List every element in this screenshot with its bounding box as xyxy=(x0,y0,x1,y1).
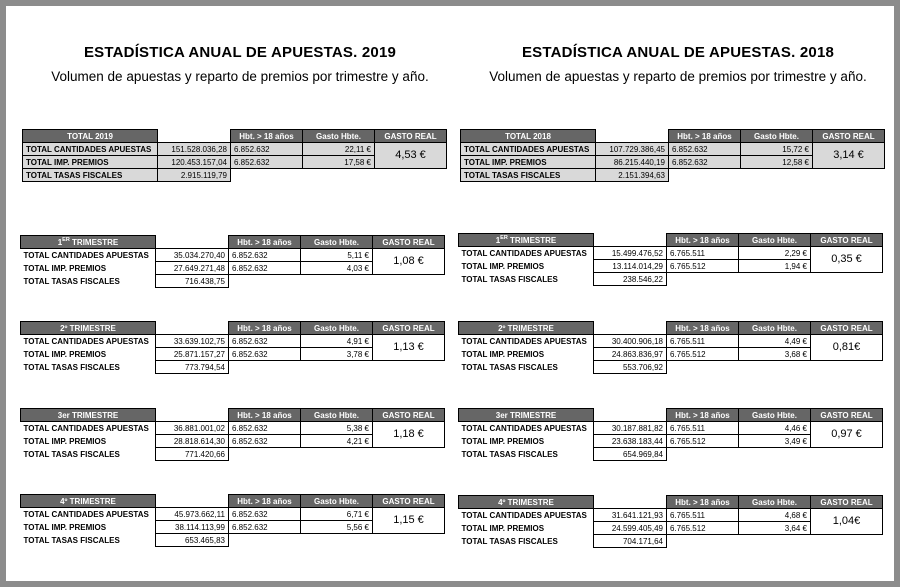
row-label-cantidades: TOTAL CANTIDADES APUESTAS xyxy=(461,510,587,520)
total-2019-table xyxy=(22,129,447,182)
tasas-value: 771.420,66 xyxy=(156,448,229,461)
hab-value: 6.852.632 xyxy=(229,348,301,361)
row-label-tasas: TOTAL TASAS FISCALES xyxy=(461,274,558,284)
gasto-hab-value: 4,91 € xyxy=(301,335,373,348)
hab-value: 6.852.632 xyxy=(229,508,301,521)
gasto-real-value: 0,81€ xyxy=(811,335,883,361)
gasto-hab-header: Gasto Hbte. xyxy=(301,236,373,249)
cantidades-value: 15.499.476,52 xyxy=(594,247,667,260)
block-label: TOTAL 2019 xyxy=(23,130,158,143)
cantidades-value: 31.641.121,93 xyxy=(594,509,667,522)
block-label: 4º TRIMESTRE xyxy=(459,496,594,509)
hab-value: 6.852.632 xyxy=(231,156,303,169)
block-label: 1ER TRIMESTRE xyxy=(21,236,156,249)
gasto-hab-header: Gasto Hbte. xyxy=(739,496,811,509)
premios-value: 13.114.014,29 xyxy=(594,260,667,273)
row-label-tasas: TOTAL TASAS FISCALES xyxy=(23,449,120,459)
cantidades-value: 45.973.662,11 xyxy=(156,508,229,521)
premios-value: 120.453.157,04 xyxy=(158,156,231,169)
hab-value: 6.852.632 xyxy=(229,422,301,435)
hab-value: 6.765.512 xyxy=(667,260,739,273)
gasto-real-value: 1,18 € xyxy=(373,422,445,448)
row-label-premios: TOTAL IMP. PREMIOS xyxy=(23,522,107,532)
gasto-hab-value: 5,11 € xyxy=(301,249,373,262)
row-label-premios: TOTAL IMP. PREMIOS xyxy=(23,156,158,169)
tasas-value: 653.465,83 xyxy=(156,534,229,547)
gasto-real-header: GASTO REAL xyxy=(811,496,883,509)
subtitle-2019: Volumen de apuestas y reparto de premios por trimestre y año. xyxy=(51,69,429,84)
premios-value: 27.649.271,48 xyxy=(156,262,229,275)
hab-value: 6.852.632 xyxy=(229,435,301,448)
block-label: 2º TRIMESTRE xyxy=(21,322,156,335)
page-title-2018: ESTADÍSTICA ANUAL DE APUESTAS. 2018 xyxy=(521,44,835,61)
gasto-real-header: GASTO REAL xyxy=(373,322,445,335)
row-label-tasas: TOTAL TASAS FISCALES xyxy=(23,535,120,545)
hab-value: 6.852.632 xyxy=(669,143,741,156)
row-label-cantidades: TOTAL CANTIDADES APUESTAS xyxy=(461,248,587,258)
gasto-real-header: GASTO REAL xyxy=(373,409,445,422)
q3-2018-table xyxy=(458,408,883,461)
hab-value: 6.765.512 xyxy=(667,522,739,535)
hab-value: 6.765.511 xyxy=(667,247,739,260)
gasto-hab-header: Gasto Hbte. xyxy=(741,130,813,143)
block-label: 2º TRIMESTRE xyxy=(459,322,594,335)
block-label: 4º TRIMESTRE xyxy=(21,495,156,508)
gasto-hab-value: 4,46 € xyxy=(739,422,811,435)
gasto-hab-value: 12,58 € xyxy=(741,156,813,169)
gasto-hab-header: Gasto Hbte. xyxy=(301,495,373,508)
row-label-tasas: TOTAL TASAS FISCALES xyxy=(23,362,120,372)
q4-2019-table xyxy=(20,494,445,547)
subtitle-2018: Volumen de apuestas y reparto de premios por trimestre y año. xyxy=(489,69,867,84)
row-label-cantidades: TOTAL CANTIDADES APUESTAS xyxy=(461,143,596,156)
hab-header: Hbt. > 18 años xyxy=(229,409,301,422)
row-label-cantidades: TOTAL CANTIDADES APUESTAS xyxy=(461,336,587,346)
row-label-tasas: TOTAL TASAS FISCALES xyxy=(23,276,120,286)
gasto-real-header: GASTO REAL xyxy=(811,322,883,335)
gasto-real-header: GASTO REAL xyxy=(373,495,445,508)
cantidades-value: 33.639.102,75 xyxy=(156,335,229,348)
hab-value: 6.765.512 xyxy=(667,435,739,448)
cantidades-value: 151.528.036,28 xyxy=(158,143,231,156)
row-label-premios: TOTAL IMP. PREMIOS xyxy=(23,349,107,359)
q2-2019-table xyxy=(20,321,445,374)
hab-value: 6.852.632 xyxy=(229,335,301,348)
gasto-hab-value: 17,58 € xyxy=(303,156,375,169)
page-title-2019: ESTADÍSTICA ANUAL DE APUESTAS. 2019 xyxy=(83,44,397,61)
tasas-value: 553.706,92 xyxy=(594,361,667,374)
premios-value: 23.638.183,44 xyxy=(594,435,667,448)
hab-header: Hbt. > 18 años xyxy=(667,409,739,422)
tasas-value: 2.915.119,79 xyxy=(158,169,231,182)
gasto-real-value: 0,35 € xyxy=(811,247,883,273)
hab-header: Hbt. > 18 años xyxy=(667,496,739,509)
hab-header: Hbt. > 18 años xyxy=(667,234,739,247)
row-label-cantidades: TOTAL CANTIDADES APUESTAS xyxy=(23,143,158,156)
row-label-premios: TOTAL IMP. PREMIOS xyxy=(461,523,545,533)
hab-value: 6.852.632 xyxy=(231,143,303,156)
q1-2019-table xyxy=(20,235,445,288)
q4-2018-table xyxy=(458,495,883,548)
tasas-value: 773.794,54 xyxy=(156,361,229,374)
hab-header: Hbt. > 18 años xyxy=(229,495,301,508)
gasto-hab-header: Gasto Hbte. xyxy=(301,409,373,422)
tasas-value: 238.546,22 xyxy=(594,273,667,286)
stats-2018-column xyxy=(458,6,898,581)
row-label-premios: TOTAL IMP. PREMIOS xyxy=(461,349,545,359)
gasto-real-value: 0,97 € xyxy=(811,422,883,448)
cantidades-value: 35.034.270,40 xyxy=(156,249,229,262)
cantidades-value: 107.729.386,45 xyxy=(596,143,669,156)
cantidades-value: 36.881.001,02 xyxy=(156,422,229,435)
gasto-real-value: 1,13 € xyxy=(373,335,445,361)
gasto-real-header: GASTO REAL xyxy=(373,236,445,249)
gasto-hab-header: Gasto Hbte. xyxy=(739,322,811,335)
gasto-real-value: 1,15 € xyxy=(373,508,445,534)
gasto-real-value: 1,08 € xyxy=(373,249,445,275)
hab-value: 6.852.632 xyxy=(229,521,301,534)
premios-value: 28.818.614,30 xyxy=(156,435,229,448)
hab-value: 6.765.511 xyxy=(667,422,739,435)
gasto-hab-header: Gasto Hbte. xyxy=(739,234,811,247)
gasto-hab-value: 4,68 € xyxy=(739,509,811,522)
total-2018-table xyxy=(460,129,885,182)
gasto-hab-value: 2,29 € xyxy=(739,247,811,260)
gasto-hab-value: 6,71 € xyxy=(301,508,373,521)
tasas-value: 716.438,75 xyxy=(156,275,229,288)
row-label-cantidades: TOTAL CANTIDADES APUESTAS xyxy=(23,250,149,260)
row-label-premios: TOTAL IMP. PREMIOS xyxy=(461,436,545,446)
row-label-tasas: TOTAL TASAS FISCALES xyxy=(461,449,558,459)
hab-value: 6.852.632 xyxy=(229,249,301,262)
gasto-real-value: 1,04€ xyxy=(811,509,883,535)
q2-2018-table xyxy=(458,321,883,374)
tasas-value: 654.969,84 xyxy=(594,448,667,461)
block-label: 3er TRIMESTRE xyxy=(459,409,594,422)
q3-2019-table xyxy=(20,408,445,461)
gasto-hab-value: 1,94 € xyxy=(739,260,811,273)
gasto-hab-value: 4,03 € xyxy=(301,262,373,275)
row-label-premios: TOTAL IMP. PREMIOS xyxy=(23,436,107,446)
row-label-premios: TOTAL IMP. PREMIOS xyxy=(23,263,107,273)
row-label-tasas: TOTAL TASAS FISCALES xyxy=(461,362,558,372)
cantidades-value: 30.400.906,18 xyxy=(594,335,667,348)
gasto-real-header: GASTO REAL xyxy=(811,409,883,422)
premios-value: 24.599.405,49 xyxy=(594,522,667,535)
gasto-real-header: GASTO REAL xyxy=(811,234,883,247)
tasas-value: 2.151.394,63 xyxy=(596,169,669,182)
premios-value: 25.871.157,27 xyxy=(156,348,229,361)
q1-2018-table xyxy=(458,233,883,286)
row-label-premios: TOTAL IMP. PREMIOS xyxy=(461,261,545,271)
gasto-real-value: 3,14 € xyxy=(813,143,885,169)
gasto-hab-value: 5,38 € xyxy=(301,422,373,435)
row-label-cantidades: TOTAL CANTIDADES APUESTAS xyxy=(23,509,149,519)
gasto-real-header: GASTO REAL xyxy=(375,130,447,143)
gasto-hab-value: 3,78 € xyxy=(301,348,373,361)
stats-2019-column xyxy=(20,6,460,581)
gasto-hab-value: 3,68 € xyxy=(739,348,811,361)
gasto-real-value: 4,53 € xyxy=(375,143,447,169)
hab-value: 6.765.511 xyxy=(667,335,739,348)
hab-value: 6.852.632 xyxy=(229,262,301,275)
hab-value: 6.765.511 xyxy=(667,509,739,522)
hab-header: Hbt. > 18 años xyxy=(229,236,301,249)
block-label: 1ER TRIMESTRE xyxy=(459,234,594,247)
gasto-hab-value: 3,49 € xyxy=(739,435,811,448)
row-label-cantidades: TOTAL CANTIDADES APUESTAS xyxy=(23,423,149,433)
hab-value: 6.765.512 xyxy=(667,348,739,361)
row-label-cantidades: TOTAL CANTIDADES APUESTAS xyxy=(23,336,149,346)
row-label-tasas: TOTAL TASAS FISCALES xyxy=(461,536,558,546)
gasto-hab-value: 5,56 € xyxy=(301,521,373,534)
premios-value: 86.215.440,19 xyxy=(596,156,669,169)
hab-header: Hbt. > 18 años xyxy=(669,130,741,143)
block-label: TOTAL 2018 xyxy=(461,130,596,143)
gasto-hab-value: 4,49 € xyxy=(739,335,811,348)
block-label: 3er TRIMESTRE xyxy=(21,409,156,422)
gasto-hab-value: 15,72 € xyxy=(741,143,813,156)
gasto-hab-header: Gasto Hbte. xyxy=(739,409,811,422)
hab-value: 6.852.632 xyxy=(669,156,741,169)
cantidades-value: 30.187.881,82 xyxy=(594,422,667,435)
gasto-hab-header: Gasto Hbte. xyxy=(303,130,375,143)
row-label-tasas: TOTAL TASAS FISCALES xyxy=(23,169,158,182)
gasto-hab-value: 4,21 € xyxy=(301,435,373,448)
hab-header: Hbt. > 18 años xyxy=(229,322,301,335)
gasto-real-header: GASTO REAL xyxy=(813,130,885,143)
gasto-hab-header: Gasto Hbte. xyxy=(301,322,373,335)
gasto-hab-value: 22,11 € xyxy=(303,143,375,156)
row-label-tasas: TOTAL TASAS FISCALES xyxy=(461,169,596,182)
premios-value: 24.863.836,97 xyxy=(594,348,667,361)
hab-header: Hbt. > 18 años xyxy=(667,322,739,335)
tasas-value: 704.171,64 xyxy=(594,535,667,548)
hab-header: Hbt. > 18 años xyxy=(231,130,303,143)
premios-value: 38.114.113,99 xyxy=(156,521,229,534)
gasto-hab-value: 3,64 € xyxy=(739,522,811,535)
row-label-premios: TOTAL IMP. PREMIOS xyxy=(461,156,596,169)
row-label-cantidades: TOTAL CANTIDADES APUESTAS xyxy=(461,423,587,433)
